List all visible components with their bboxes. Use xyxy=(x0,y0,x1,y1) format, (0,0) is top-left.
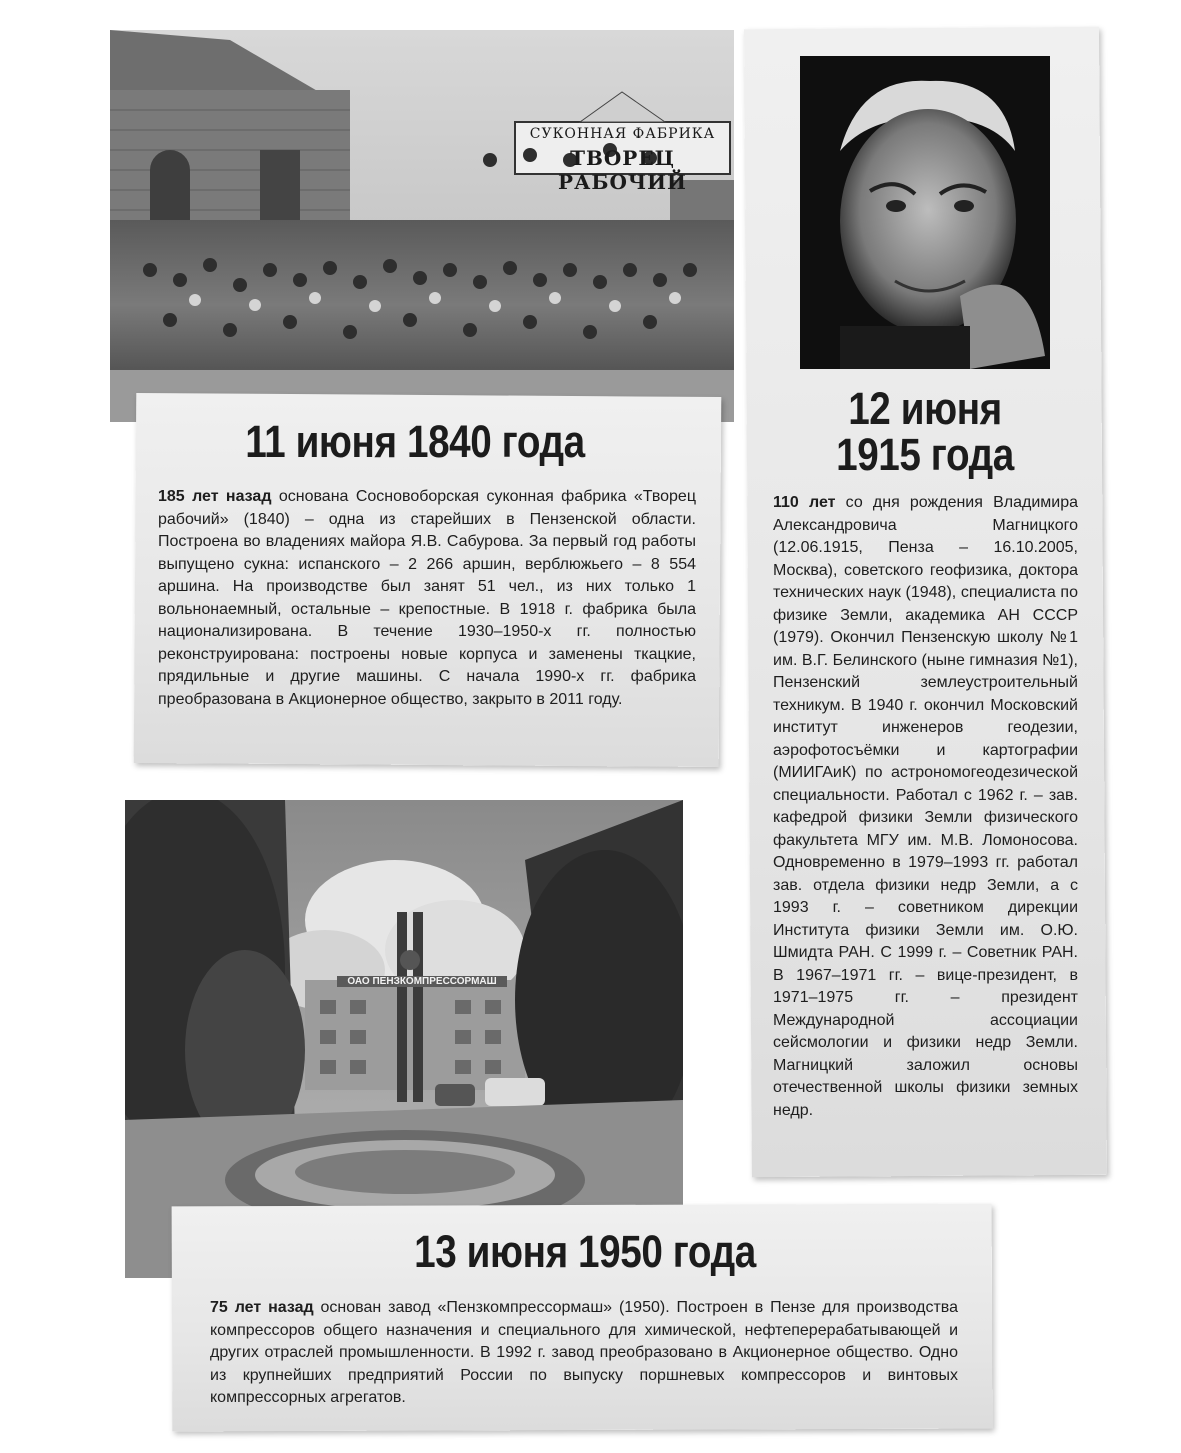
article-1-lead: 185 лет назад xyxy=(158,488,272,505)
article-2-text xyxy=(773,492,1078,1122)
article-2-date-line1: 12 июня xyxy=(848,383,1002,434)
plant-sign: ОАО ПЕНЗКОМПРЕССОРМАШ xyxy=(337,976,507,987)
factory-photo xyxy=(110,30,734,422)
factory-sign-line1: СУКОННАЯ ФАБРИКА xyxy=(529,126,716,142)
factory-sign-line2: ТВОРЕЦ РАБОЧИЙ xyxy=(558,146,687,194)
portrait-photo xyxy=(800,56,1050,369)
factory-photo-drawing xyxy=(110,30,734,422)
article-3-date: 13 июня 1950 года xyxy=(414,1226,756,1277)
portrait-drawing xyxy=(800,56,1050,369)
article-2-body: со дня рождения Владимира Александровича Магницкого (12.06.1915, Пенза – 16.10.2005, Москва), советского геофизика, доктора технических наук (1948), специалиста по физике Земли, академика АН СССР (1979). Окончил Пензенскую школу №1 им. В.Г. Белинского (ныне гимназия №1), Пензенский землеустроительный техникум. В 1940 г. окончил Московский институт инженеров геодезии, аэрофотосъёмки и картографии (МИИГАиК) по астрономогеодезической специальности. Работал с 1962 г. – зав. кафедрой физики Земли физического факультета МГУ им. М.В. Ломоносова. Одновременно в 1979–1993 гг. работал зав. отдела физики недр Земли, а с 1993 г. – советником дирекции Института физики Земли им. О.Ю. Шмидта РАН. С 1999 г. – Советник РАН. В 1967–1971 гг. – вице-президент, в 1971–1975 гг. – президент Международной ассоциации сейсмологии и физики недр Земли. Магницкий заложил основы отечественной школы физики земных недр. xyxy=(773,494,1078,1119)
article-2-date-line2: 1915 года xyxy=(836,429,1014,480)
article-3-body: основан завод «Пензкомпрессормаш» (1950). Построен в Пензе для производства компрессоров общего назначения и специального для химической, нефтеперерабатывающей и других отраслей промышленности. В 1992 г. завод преобразовано в Акционерное общество. Одно из крупнейших предприятий России по выпуску поршневых компрессоров и винтовых компрессорных агрегатов. xyxy=(210,1299,959,1406)
article-3-text xyxy=(210,1297,958,1410)
article-3-lead: 75 лет назад xyxy=(210,1299,314,1316)
article-2-lead: 110 лет xyxy=(773,494,836,511)
article-1-date: 11 июня 1840 года xyxy=(245,416,585,467)
article-1-text xyxy=(158,486,696,711)
article-1-body: основана Сосновоборская суконная фабрика «Творец рабочий» (1840) – одна из старейших в Пензенской области. Построена во владениях майора Я.В. Сабурова. За первый год работы выпущено сукна: испанского – 2 266 аршин, верблюжьего – 8 554 аршина. На производстве был занят 51 чел., из них только 1 вольнонаемный, остальные – крепостные. В 1918 г. фабрика была национализирована. В течение 1930–1950-х гг. полностью реконструирована: построены новые корпуса и заменены ткацкие, прядильные и другие машины. С начала 1990-х гг. фабрика преобразована в Акционерное общество, закрыто в 2011 году. xyxy=(158,488,696,708)
